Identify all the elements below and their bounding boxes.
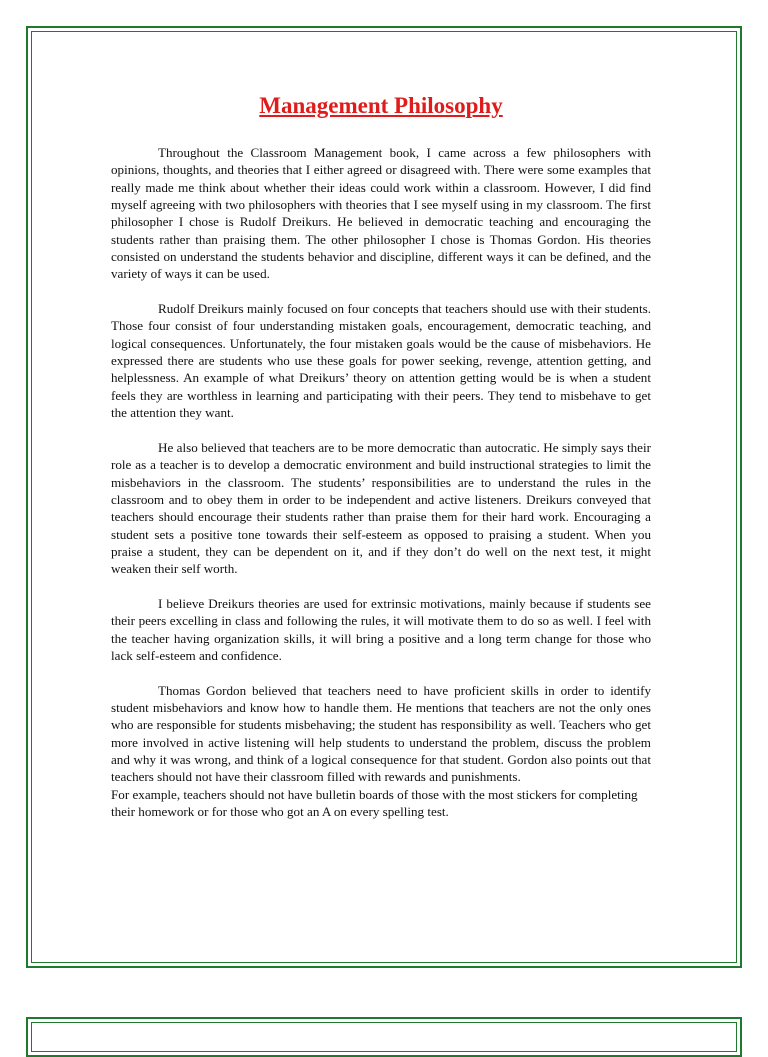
paragraph-extrinsic-motivation: I believe Dreikurs theories are used for extrinsic motivations, mainly because if students see their peers excelling in class and following the rules, it will motivate them to do so as well. I feel with the teacher having organization skills, it will bring a positive and a long term change for those who lack self-esteem and confidence. xyxy=(111,595,651,663)
paragraph-gordon: Thomas Gordon believed that teachers need to have proficient skills in order to identify student misbehaviors and know how to handle them. He mentions that teachers are not the only ones who are responsible for students misbehaving; the student has responsibility as well. Teachers who get more involved in active listening will help students to understand the problem, discuss the problem and why it was wrong, and think of a logical consequence for that student. Gordon also points out that teachers should not have their classroom filled with rewards and punishments. xyxy=(111,682,651,785)
next-page-border-inner xyxy=(31,1022,737,1052)
paragraph-dreikurs-democratic: He also believed that teachers are to be more democratic than autocratic. He simply says their role as a teacher is to develop a democratic environment and build instructional strategies to limit the misbehaviors in the classroom. The students’ responsibilities are to understand the rules in the classroom and to obey them in order to be independent and active listeners. Dreikurs conveyed that teachers should encourage their students rather than praise them for their hard work. Encouraging a student sets a positive tone towards their self-esteem as opposed to praising a student. When you praise a student, they can be dependent on it, and if they don’t do well on the next test, it might weaken their self worth. xyxy=(111,439,651,577)
document-body xyxy=(111,90,651,820)
paragraph-intro: Throughout the Classroom Management book, I came across a few philosophers with opinions, thoughts, and theories that I either agreed or disagreed with. There were some examples that really made me think about whether their ideas could work within a classroom. However, I did find myself agreeing with two philosophers with theories that I see myself using in my classroom. The first philosopher I chose is Rudolf Dreikurs. He believed in democratic teaching and encouraging the students rather than praising them. The other philosopher I chose is Thomas Gordon. His theories consisted on understand the students behavior and discipline, different ways it can be defined, and the variety of ways it can be used. xyxy=(111,145,651,282)
next-page-border xyxy=(26,1017,742,1057)
paragraph-closing: For example, teachers should not have bulletin boards of those with the most stickers for completing their homework or for those who got an A on every spelling test. xyxy=(111,786,638,820)
document-title: Management Philosophy xyxy=(259,93,503,118)
paragraph-dreikurs-concepts: Rudolf Dreikurs mainly focused on four concepts that teachers should use with their students. Those four consist of four understanding mistaken goals, encouragement, democratic teaching, and logical consequences. Unfortunately, the four mistaken goals would be the cause of misbehaviors. He expressed there are students who use these goals for power seeking, revenge, attention getting, and helplessness. An example of what Dreikurs’ theory on attention getting would be is when a student feels they are worthless in learning and participating with their peers. They tend to misbehave to get the attention they want. xyxy=(111,301,651,421)
